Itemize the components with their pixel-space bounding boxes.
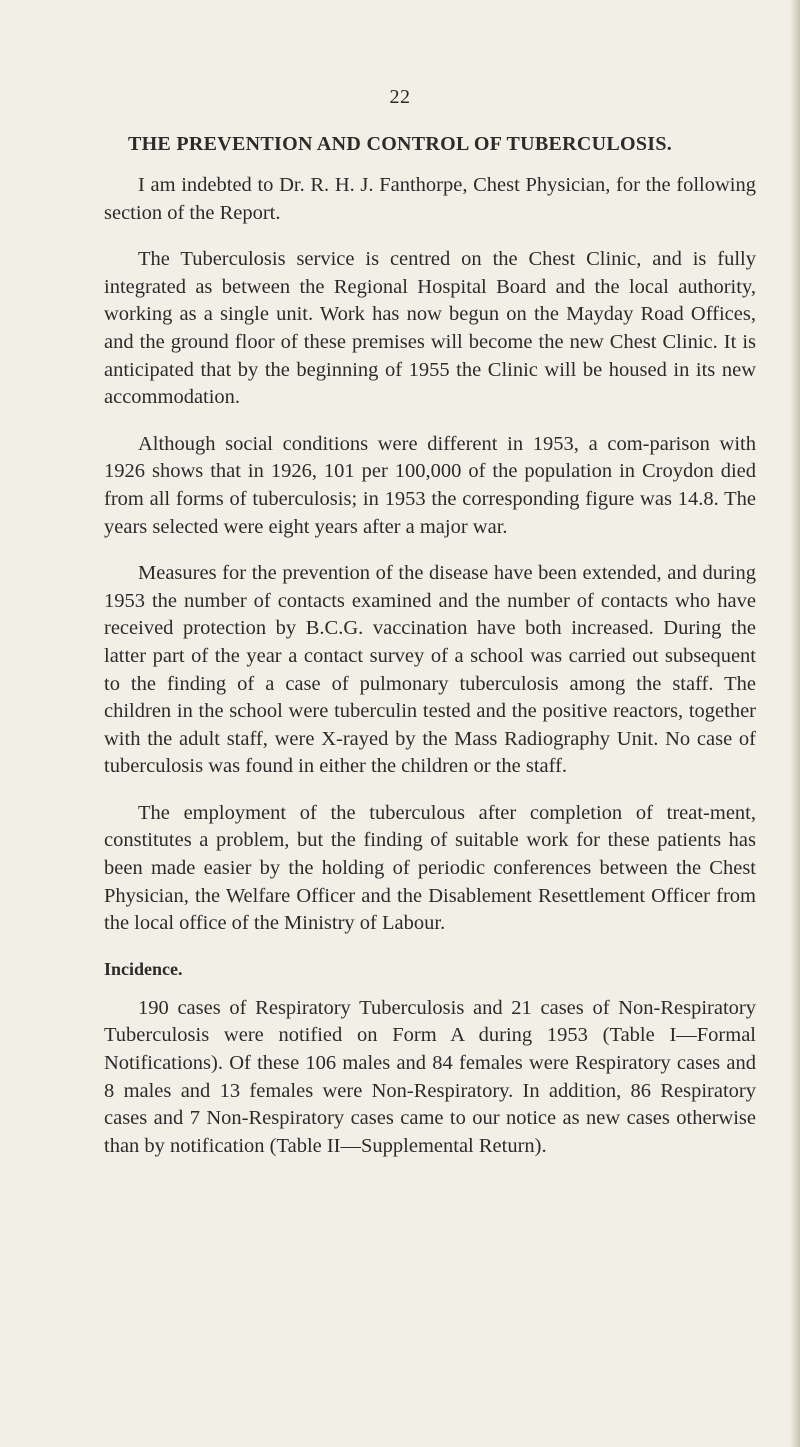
page-number: 22	[389, 86, 411, 108]
paragraph-service: The Tuberculosis service is centred on the Chest Clinic, and is fully integrated as between the Regional Hospital Board and the local authority, working as a single unit. Work has now begun on the Mayday Road Offices, and the ground floor of these premises will become the new Chest Clinic. It is anticipated that by the beginning of 1955 the Clinic will be housed in its new accommodation.	[104, 248, 756, 409]
document-body	[104, 172, 756, 1179]
incidence-heading: Incidence.	[104, 958, 183, 979]
paragraph-acknowledgement: I am indebted to Dr. R. H. J. Fanthorpe, Chest Physician, for the following section of the Report.	[104, 174, 756, 224]
paragraph-incidence: 190 cases of Respiratory Tuberculosis and 21 cases of Non-Respiratory Tuberculosis were notified on Form A during 1953 (Table I—Formal Notifications). Of these 106 males and 84 females were Respiratory cases and 8 males and 13 females were Non-Respiratory. In addition, 86 Respiratory cases and 7 Non-Respiratory cases came to our notice as new cases otherwise than by notification (Table II—Supplemental Return).	[104, 996, 756, 1157]
section-title: THE PREVENTION AND CONTROL OF TUBERCULOSIS.	[127, 133, 673, 155]
paragraph-prevention: Measures for the prevention of the disease have been extended, and during 1953 the number of contacts examined and the number of contacts who have received protection by B.C.G. vaccination have both increased. During the latter part of the year a contact survey of a school was carried out subsequent to the finding of a case of pulmonary tuberculosis among the staff. The children in the school were tuberculin tested and the positive reactors, together with the adult staff, were X-rayed by the Mass Radiography Unit. No case of tuberculosis was found in either the children or the staff.	[104, 562, 756, 778]
paragraph-comparison: Although social conditions were different in 1953, a com-parison with 1926 shows that in 1926, 101 per 100,000 of the population in Croydon died from all forms of tuberculosis; in 1953 the corresponding figure was 14.8. The years selected were eight years after a major war.	[104, 432, 756, 538]
page-edge-shadow	[790, 0, 800, 1447]
paragraph-employment: The employment of the tuberculous after completion of treat-ment, constitutes a problem, but the finding of suitable work for these patients has been made easier by the holding of periodic conferences between the Chest Physician, the Welfare Officer and the Disablement Resettlement Officer from the local office of the Ministry of Labour.	[104, 801, 756, 935]
